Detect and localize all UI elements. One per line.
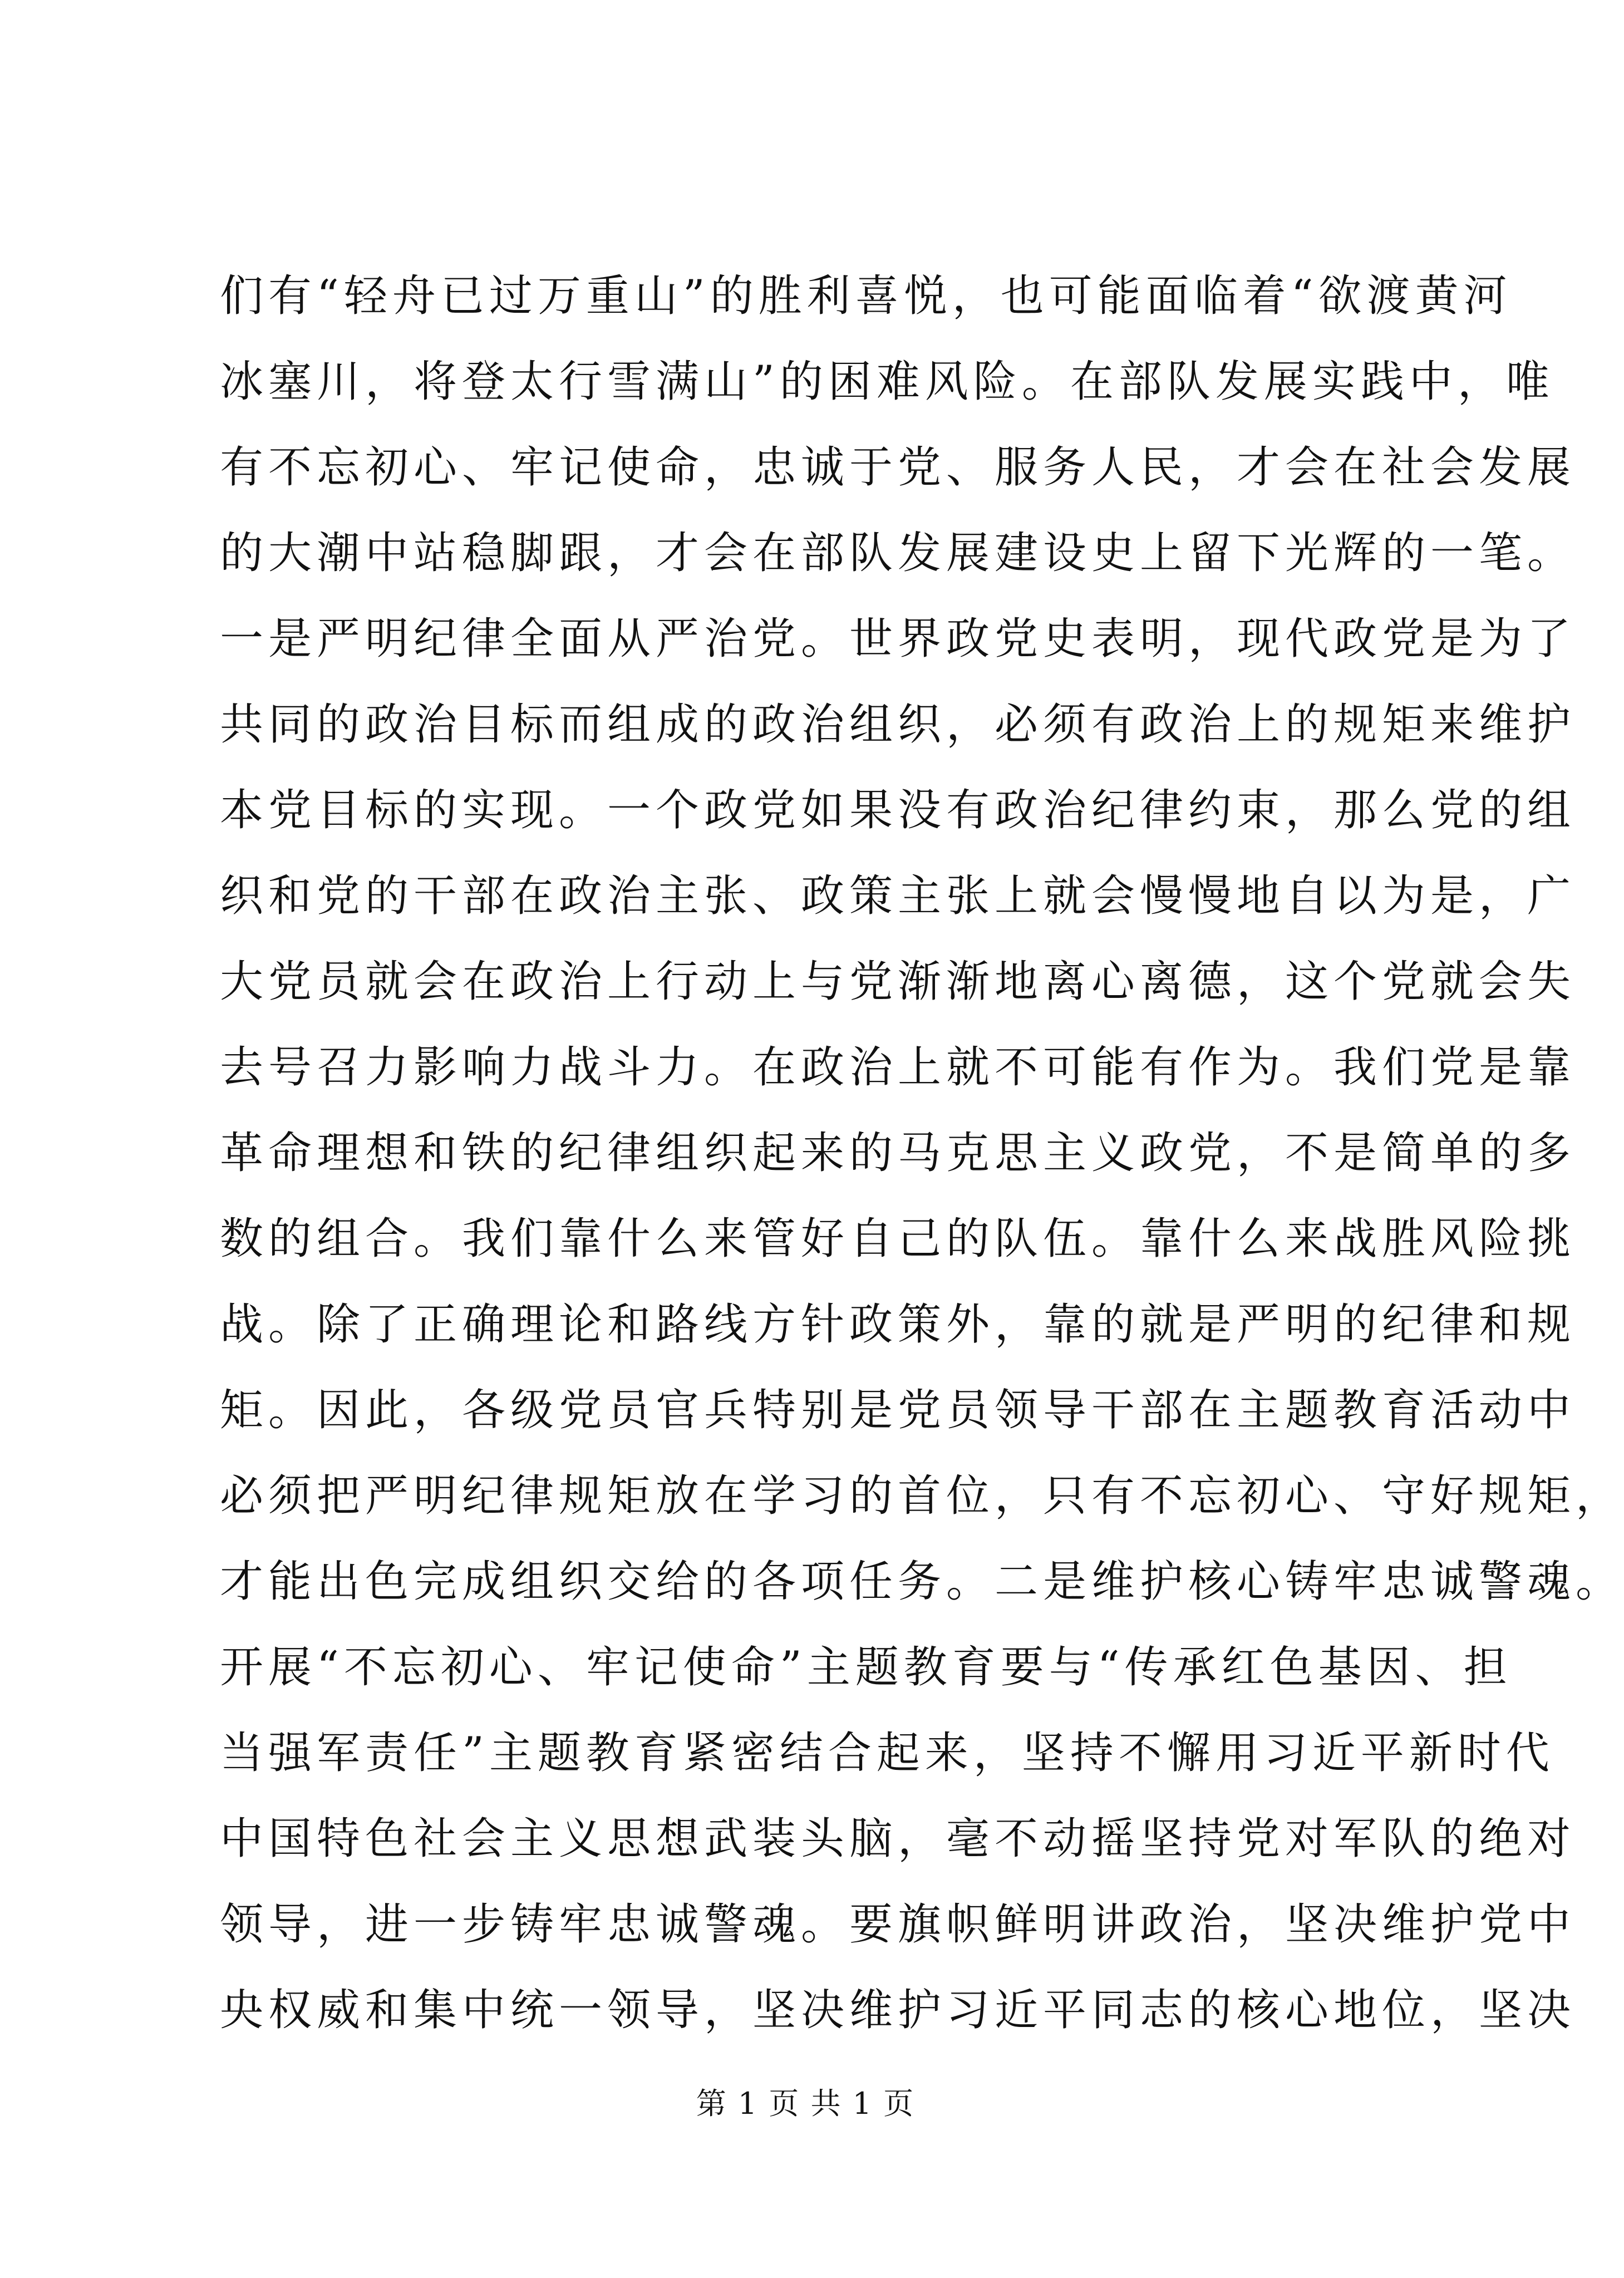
text-line: 战。除了正确理论和路线方针政策外，靠的就是严明的纪律和规 <box>220 1300 1576 1350</box>
text-line: 才能出色完成组织交给的各项任务。二是维护核心铸牢忠诚警魂。 <box>220 1557 1624 1607</box>
text-line: 们有“轻舟已过万重山”的胜利喜悦，也可能面临着“欲渡黄河 <box>220 271 1512 321</box>
text-line: 大党员就会在政治上行动上与党渐渐地离心离德，这个党就会失 <box>220 957 1576 1007</box>
text-line: 一是严明纪律全面从严治党。世界政党史表明，现代政党是为了 <box>220 614 1576 664</box>
text-line: 的大潮中站稳脚跟，才会在部队发展建设史上留下光辉的一笔。 <box>220 528 1576 578</box>
text-line: 矩。因此，各级党员官兵特别是党员领导干部在主题教育活动中 <box>220 1385 1576 1435</box>
text-line: 冰塞川，将登太行雪满山”的困难风险。在部队发展实践中，唯 <box>220 357 1554 407</box>
page-number-label: 第 1 页 共 1 页 <box>696 2086 915 2121</box>
text-line: 必须把严明纪律规矩放在学习的首位，只有不忘初心、守好规矩， <box>220 1471 1624 1521</box>
text-line: 有不忘初心、牢记使命，忠诚于党、服务人民，才会在社会发展 <box>220 442 1576 493</box>
text-line: 领导，进一步铸牢忠诚警魂。要旗帜鲜明讲政治，坚决维护党中 <box>220 1900 1576 1950</box>
text-line: 共同的政治目标而组成的政治组织，必须有政治上的规矩来维护 <box>220 700 1576 750</box>
body-text <box>220 253 1624 2053</box>
text-line: 本党目标的实现。一个政党如果没有政治纪律约束，那么党的组 <box>220 785 1576 835</box>
text-line: 织和党的干部在政治主张、政策主张上就会慢慢地自以为是，广 <box>220 871 1576 921</box>
text-line: 数的组合。我们靠什么来管好自己的队伍。靠什么来战胜风险挑 <box>220 1214 1576 1264</box>
text-line: 央权威和集中统一领导，坚决维护习近平同志的核心地位，坚决 <box>220 1985 1576 2035</box>
text-line: 去号召力影响力战斗力。在政治上就不可能有作为。我们党是靠 <box>220 1042 1576 1093</box>
text-line: 开展“不忘初心、牢记使命”主题教育要与“传承红色基因、担 <box>220 1642 1512 1692</box>
text-line: 当强军责任”主题教育紧密结合起来，坚持不懈用习近平新时代 <box>220 1728 1554 1778</box>
page-footer <box>0 2084 1611 2123</box>
text-line: 革命理想和铁的纪律组织起来的马克思主义政党，不是简单的多 <box>220 1128 1576 1178</box>
text-line: 中国特色社会主义思想武装头脑，毫不动摇坚持党对军队的绝对 <box>220 1814 1576 1864</box>
